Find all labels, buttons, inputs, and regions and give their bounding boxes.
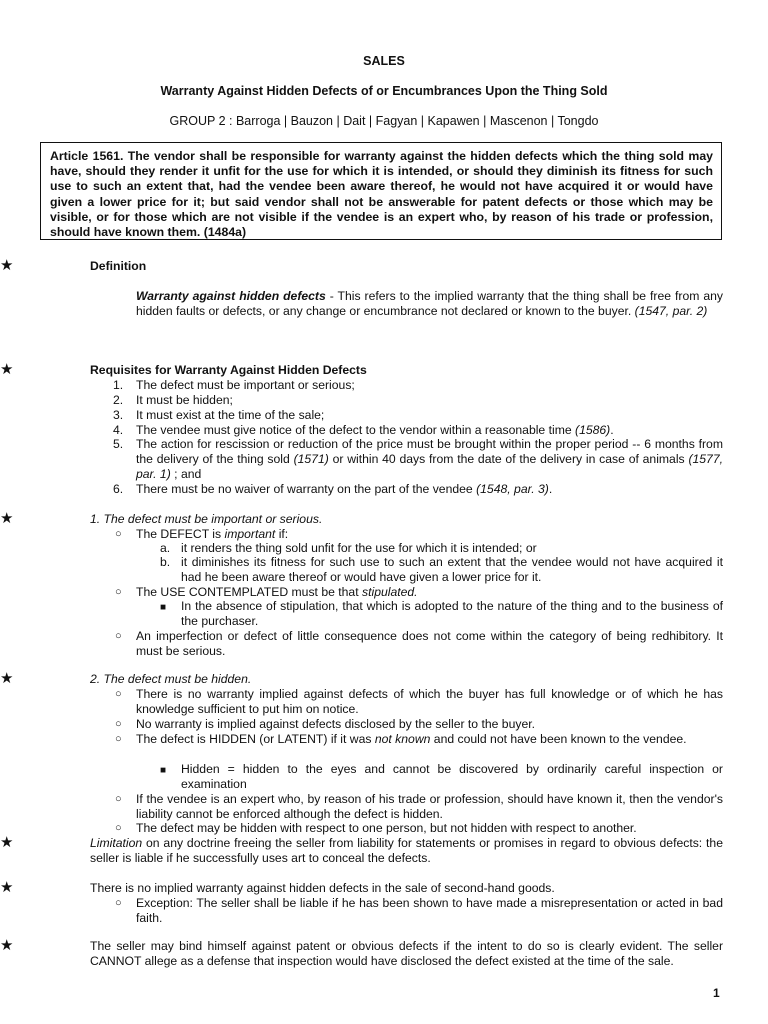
sub-label-a: a. (160, 541, 171, 555)
circle-bullet-icon: ○ (115, 528, 122, 540)
secondhand-exception: Exception: The seller shall be liable if he has been shown to have made a misrepresentation or acted in bad faith. (136, 896, 723, 925)
star-bullet-icon: ★ (0, 361, 14, 378)
secondhand-paragraph: There is no implied warranty against hidden defects in the sale of second-hand goods. (90, 881, 555, 895)
star-bullet-icon: ★ (0, 937, 14, 954)
definition-body: - This refers to the implied warranty that the thing shall be free from any hidden faults or defects, or any change or encumbrance not declared or known to the buyer. (136, 289, 723, 318)
requisite-number: 5. (113, 437, 124, 451)
definition-paragraph (136, 289, 723, 319)
requisite-item: It must be hidden; (136, 393, 233, 407)
sec1-use-sub: In the absence of stipulation, that which is adopted to the nature of the thing and to the business of the purchaser. (181, 599, 723, 628)
section-1-heading: 1. The defect must be important or serious. (90, 512, 323, 526)
sec2-point: The defect may be hidden with respect to one person, but not hidden with respect to another. (136, 821, 637, 835)
document-subtitle: Warranty Against Hidden Defects of or Encumbrances Upon the Thing Sold (160, 84, 608, 98)
square-bullet-icon: ■ (160, 602, 167, 613)
sec2-point: The defect is HIDDEN (or LATENT) if it was not known and could not have been known to the vendee. (136, 732, 687, 746)
sec1-point-redhibitory: An imperfection or defect of little consequence does not come within the category of being redhibitory. It must be serious. (136, 629, 723, 658)
sub-item-b: it diminishes its fitness for such use to such an extent that the vendee would not have acquired it had he been aware thereof or would have given a lower price for it. (181, 555, 723, 584)
sub-item-a: it renders the thing sold unfit for the use for which it is intended; or (181, 541, 537, 555)
section-2-heading: 2. The defect must be hidden. (90, 672, 252, 686)
sec2-point: If the vendee is an expert who, by reason of his trade or profession, should have known it, then the vendor's liability cannot be enforced although the defect is hidden. (136, 792, 723, 821)
requisite-item: The vendee must give notice of the defect to the vendor within a reasonable time (1586). (136, 423, 614, 437)
circle-bullet-icon: ○ (115, 688, 122, 700)
definition-term: Warranty against hidden defects (136, 289, 326, 303)
requisite-number: 6. (113, 482, 124, 496)
requisite-item: The action for rescission or reduction of the price must be brought within the proper period -- 6 months from the delivery of the thing sold (1571) or within 40 days from the date of the delivery in case of animals (1577, par. 1) ; and (136, 437, 723, 481)
star-bullet-icon: ★ (0, 257, 14, 274)
circle-bullet-icon: ○ (115, 630, 122, 642)
circle-bullet-icon: ○ (115, 586, 122, 598)
circle-bullet-icon: ○ (115, 718, 122, 730)
star-bullet-icon: ★ (0, 670, 14, 687)
square-bullet-icon: ■ (160, 765, 167, 776)
sec2-point: No warranty is implied against defects disclosed by the seller to the buyer. (136, 717, 536, 731)
limitation-paragraph: Limitation on any doctrine freeing the seller from liability for statements or promises in regard to obvious defects: the seller is liable if he successfully uses art to conceal the defects. (90, 836, 723, 865)
requisite-item: The defect must be important or serious; (136, 378, 355, 392)
star-bullet-icon: ★ (0, 834, 14, 851)
requisite-number: 1. (113, 378, 124, 392)
definition-cite: (1547, par. 2) (634, 304, 708, 318)
page-number: 1 (713, 986, 720, 1000)
sub-label-b: b. (160, 555, 171, 569)
group-members: GROUP 2 : Barroga | Bauzon | Dait | Fagyan | Kapawen | Mascenon | Tongdo (169, 114, 599, 128)
requisites-heading: Requisites for Warranty Against Hidden Defects (90, 363, 367, 377)
sec1-point-important: The DEFECT is important if: (136, 527, 289, 541)
requisite-item: It must exist at the time of the sale; (136, 408, 325, 422)
sec2-point: There is no warranty implied against defects of which the buyer has full knowledge or of which he has knowledge sufficient to put him on notice. (136, 687, 723, 716)
requisite-number: 4. (113, 423, 124, 437)
circle-bullet-icon: ○ (115, 793, 122, 805)
article-text: Article 1561. The vendor shall be responsible for warranty against the hidden defects which the thing sold may have, should they render it unfit for the use for which it is intended, or should they diminish its fitness for such use to such an extent that, had the vendee been aware thereof, he would not have acquired it or would have given a lower price for it; but said vendor shall not be answerable for patent defects or those which may be visible, or for those which are not visible if the vendee is an expert who, by reason of his trade or profession, should have known them. (1484a) (50, 149, 713, 240)
star-bullet-icon: ★ (0, 879, 14, 896)
circle-bullet-icon: ○ (115, 733, 122, 745)
circle-bullet-icon: ○ (115, 822, 122, 834)
requisite-item: There must be no waiver of warranty on the part of the vendee (1548, par. 3). (136, 482, 553, 496)
article-1561-box (40, 142, 722, 240)
requisite-number: 3. (113, 408, 124, 422)
sec1-point-use: The USE CONTEMPLATED must be that stipulated. (136, 585, 418, 599)
patent-paragraph: The seller may bind himself against patent or obvious defects if the intent to do so is clearly evident. The seller CANNOT allege as a defense that inspection would have disclosed the defect existed at the time of the sale. (90, 939, 723, 968)
star-bullet-icon: ★ (0, 510, 14, 527)
document-title: SALES (363, 54, 405, 68)
sec2-hidden-sub: Hidden = hidden to the eyes and cannot be discovered by ordinarily careful inspection or examination (181, 762, 723, 791)
circle-bullet-icon: ○ (115, 897, 122, 909)
definition-heading: Definition (90, 259, 147, 273)
requisite-number: 2. (113, 393, 124, 407)
